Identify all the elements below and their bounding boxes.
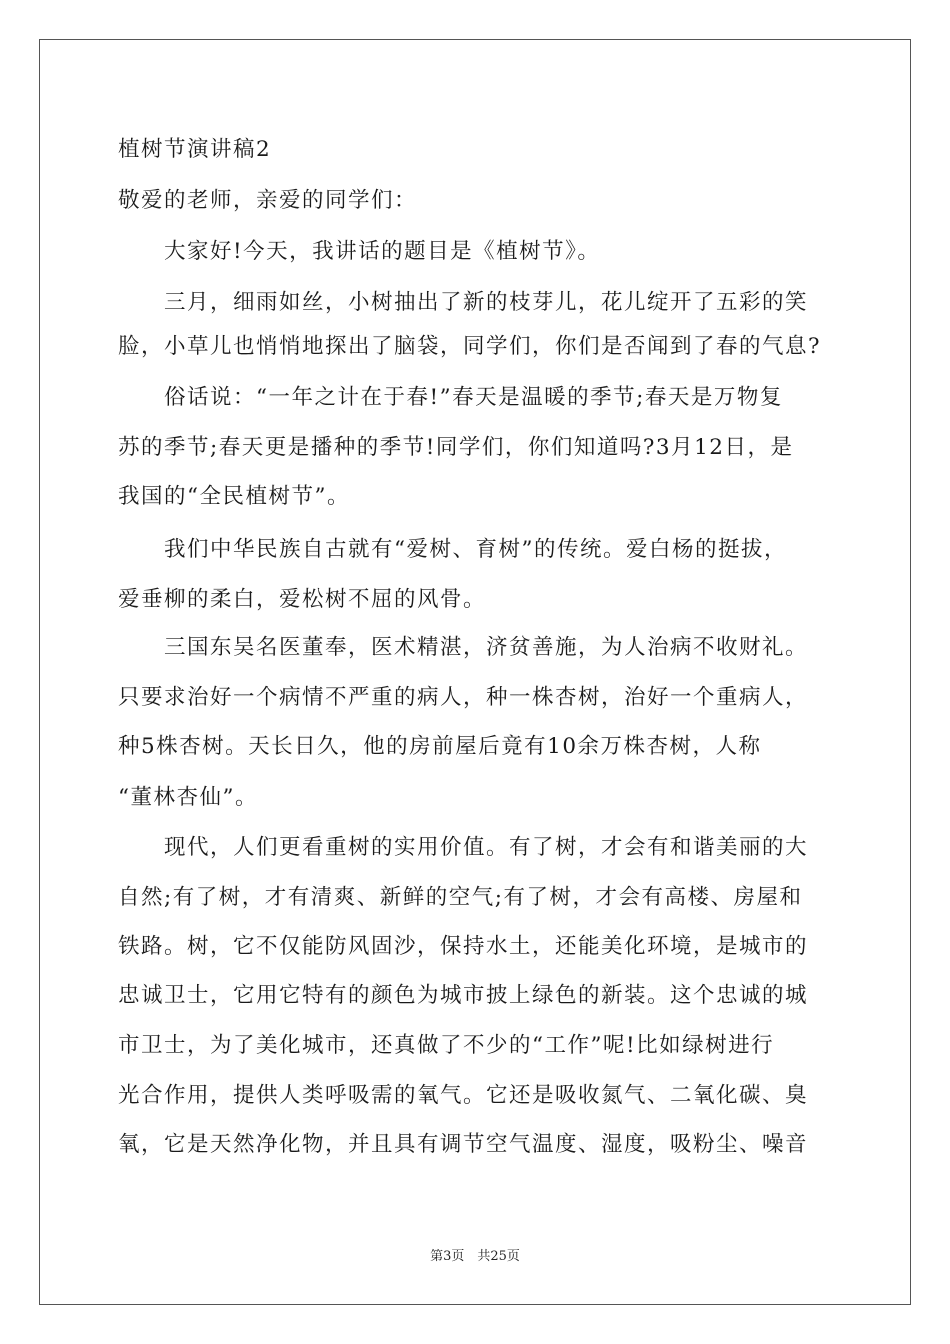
paragraph-line: 俗话说：“一年之计在于春!”春天是温暖的季节;春天是万物复: [118, 385, 783, 410]
paragraph-line: 光合作用，提供人类呼吸需的氧气。它还是吸收氮气、二氧化碳、臭: [118, 1083, 809, 1108]
paragraph-line: “董林杏仙”。: [118, 785, 258, 810]
paragraph-line: 爱垂柳的柔白，爱松树不屈的风骨。: [118, 587, 487, 612]
page-number: 第3页 共25页: [430, 1249, 520, 1264]
page-border: [39, 39, 911, 1305]
paragraph-line: 自然;有了树，才有清爽、新鲜的空气;有了树，才会有高楼、房屋和: [118, 885, 803, 910]
paragraph-line: 大家好!今天，我讲话的题目是《植树节》。: [118, 239, 601, 264]
paragraph-line: 铁路。树，它不仅能防风固沙，保持水土，还能美化环境，是城市的: [118, 934, 809, 959]
paragraph-line: 三月，细雨如丝，小树抽出了新的枝芽儿，花儿绽开了五彩的笑: [118, 290, 809, 315]
salutation-line: 敬爱的老师，亲爱的同学们：: [118, 188, 418, 213]
paragraph-line: 三国东吴名医董奉，医术精湛，济贫善施，为人治病不收财礼。: [118, 635, 809, 660]
paragraph-line: 我们中华民族自古就有“爱树、育树”的传统。爱白杨的挺拔，: [118, 537, 787, 562]
paragraph-line: 氧，它是天然净化物，并且具有调节空气温度、湿度，吸粉尘、噪音: [118, 1132, 809, 1157]
document-title: 植树节演讲稿2: [118, 137, 272, 162]
paragraph-line: 市卫士，为了美化城市，还真做了不少的“工作”呢!比如绿树进行: [118, 1033, 775, 1058]
paragraph-line: 脸，小草儿也悄悄地探出了脑袋，同学们，你们是否闻到了春的气息?: [118, 334, 822, 359]
paragraph-line: 现代，人们更看重树的实用价值。有了树，才会有和谐美丽的大: [118, 835, 809, 860]
paragraph-line: 只要求治好一个病情不严重的病人，种一株杏树，治好一个重病人，: [118, 685, 809, 710]
paragraph-line: 我国的“全民植树节”。: [118, 484, 350, 509]
paragraph-line: 苏的季节;春天更是播种的季节!同学们，你们知道吗?3月12日，是: [118, 435, 794, 460]
paragraph-line: 忠诚卫士，它用它特有的颜色为城市披上绿色的新装。这个忠诚的城: [118, 983, 809, 1008]
paragraph-line: 种5株杏树。天长日久，他的房前屋后竟有10余万株杏树，人称: [118, 734, 762, 759]
